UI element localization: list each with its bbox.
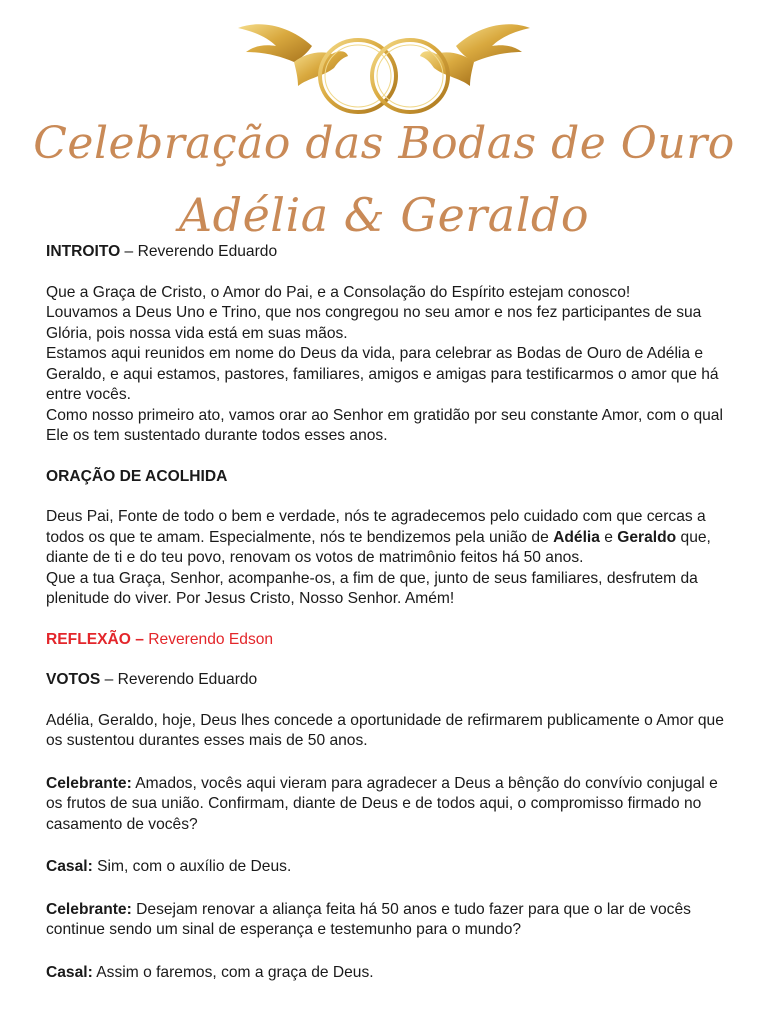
- introito-paragraph-3: Estamos aqui reunidos em nome do Deus da vida, para celebrar as Bodas de Ouro de Adélia e Geraldo, e aqui estamos, pastores, familiares, amigos e amigas para testificarmos o amor que há entre vocês.: [46, 345, 719, 403]
- votos-heading: VOTOS: [46, 671, 101, 688]
- speaker-label: Casal:: [46, 858, 93, 875]
- reflexao-heading: REFLEXÃO –: [46, 630, 144, 648]
- votos-officiant: Reverendo Eduardo: [117, 671, 258, 688]
- introito-heading: INTROITO: [46, 243, 121, 260]
- votos-separator: –: [100, 671, 118, 688]
- title-line-2: Adélia & Geraldo: [178, 188, 590, 242]
- exchange-text: Assim o faremos, com a graça de Deus.: [92, 963, 374, 981]
- oracao-paragraph-2: Que a tua Graça, Senhor, acompanhe-os, a fim de que, junto de seus familiares, desfrutem da plenitude do viver. Por Jesus Cristo, Nosso Senhor. Amém!: [46, 569, 698, 607]
- introito-paragraph-4: Como nosso primeiro ato, vamos orar ao Senhor em gratidão por seu constante Amor, com o qual Ele os tem sustentado durante todos esses anos.: [46, 406, 723, 444]
- introito-heading-line: [46, 242, 726, 263]
- speaker-label: Celebrante:: [46, 774, 132, 792]
- ceremony-text: [46, 242, 726, 983]
- oracao-heading: ORAÇÃO DE ACOLHIDA: [46, 467, 228, 485]
- introito-officiant: Reverendo Eduardo: [137, 243, 278, 260]
- reflexao-officiant: Reverendo Edson: [143, 630, 274, 648]
- introito-paragraph-2: Louvamos a Deus Uno e Trino, que nos congregou no seu amor e nos fez participantes de sua Glória, pois nossa vida está em suas mãos.: [46, 304, 702, 342]
- speaker-label: Celebrante:: [46, 900, 132, 918]
- exchange-1: [46, 774, 726, 836]
- introito-separator: –: [120, 243, 138, 260]
- speaker-label: Casal:: [46, 963, 93, 981]
- votos-heading-line: [46, 670, 726, 691]
- name-adelia: Adélia: [553, 528, 600, 546]
- reflexao-heading-line: [46, 630, 726, 651]
- exchange-2: [46, 857, 726, 878]
- title-line-1: Celebração das Bodas de Ouro: [33, 118, 735, 169]
- votos-intro: Adélia, Geraldo, hoje, Deus lhes concede a oportunidade de refirmarem publicamente o Amor que os sustentou durantes esses mais de 50 anos.: [46, 711, 724, 749]
- introito-paragraph-1: Que a Graça de Cristo, o Amor do Pai, e a Consolação do Espírito estejam conosco!: [46, 283, 631, 301]
- name-geraldo: Geraldo: [617, 528, 677, 546]
- exchange-text: Desejam renovar a aliança feita há 50 anos e tudo fazer para que o lar de vocês continue sendo um sinal de esperança e testemunho para o mundo?: [46, 900, 691, 938]
- oracao-conj: e: [599, 528, 618, 546]
- exchange-4: [46, 963, 726, 984]
- doves-and-wedding-rings-icon: [228, 6, 540, 120]
- exchange-text: Amados, vocês aqui vieram para agradecer a Deus a bênção do convívio conjugal e os frutos de sua união. Confirmam, diante de Deus e de todos aqui, o compromisso firmado no casamento de vocês?: [46, 774, 718, 833]
- exchange-text: Sim, com o auxílio de Deus.: [92, 858, 292, 875]
- oracao-paragraph-1: [46, 507, 726, 569]
- oracao-text-end: que, diante de ti e do teu povo, renovam os votos de matrimônio feitos há 50 anos.: [46, 528, 711, 566]
- oracao-text-start: Deus Pai, Fonte de todo o bem e verdade, nós te agradecemos pelo cuidado com que cercas a todos os que te amam. Especialmente, nós te bendizemos pela união de: [46, 508, 706, 546]
- exchange-3: [46, 900, 726, 941]
